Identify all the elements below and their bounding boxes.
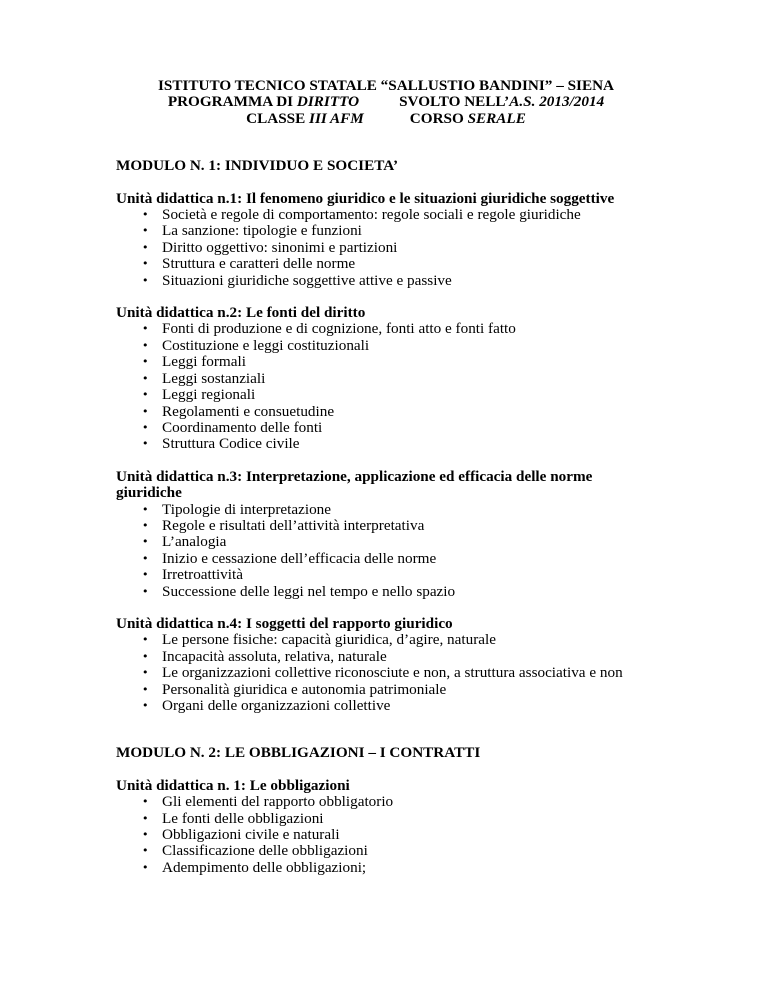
list-item: • Irretroattività [116,567,656,583]
module-title: MODULO N. 2: LE OBBLIGAZIONI – I CONTRATTI [116,744,481,762]
list-item: • L’analogia [116,534,656,550]
header-program-line: PROGRAMMA DI DIRITTO SVOLTO NELL’A.S. 2013/2014 [167,93,605,111]
list-item: • Fonti di produzione e di cognizione, fonti atto e fonti fatto [116,321,656,337]
unit-topic-list [116,794,656,876]
list-item: • Regolamenti e consuetudine [116,404,656,420]
document-page [116,78,656,876]
unit-title: Unità didattica n.2: Le fonti del diritto [116,304,366,322]
unit-topic-list [116,207,656,289]
list-item: • Obbligazioni civile e naturali [116,827,656,843]
unit-topic-list [116,321,656,452]
unit-title: Unità didattica n.3: Interpretazione, applicazione ed efficacia delle norme giuridiche [116,467,593,502]
list-item: • Coordinamento delle fonti [116,420,656,436]
unit-title: Unità didattica n.4: I soggetti del rapporto giuridico [116,614,453,632]
list-item: • Adempimento delle obbligazioni; [116,860,656,876]
unit-topic-list [116,632,656,714]
list-item: • Incapacità assoluta, relativa, naturale [116,649,656,665]
unit-topic-list [116,502,656,600]
header-school-name: ISTITUTO TECNICO STATALE “SALLUSTIO BANDINI” – SIENA [157,77,615,94]
list-item: • Diritto oggettivo: sinonimi e partizioni [116,240,656,256]
list-item: • Le organizzazioni collettive riconosciute e non, a struttura associativa e non [116,665,656,681]
list-item: • Struttura e caratteri delle norme [116,256,656,272]
list-item: • Personalità giuridica e autonomia patrimoniale [116,682,656,698]
list-item: • Leggi sostanziali [116,371,656,387]
list-item: • Struttura Codice civile [116,436,656,452]
list-item: • Classificazione delle obbligazioni [116,843,656,859]
list-item: • Successione delle leggi nel tempo e nello spazio [116,584,656,600]
list-item: • Gli elementi del rapporto obbligatorio [116,794,656,810]
list-item: • Le fonti delle obbligazioni [116,811,656,827]
list-item: • La sanzione: tipologie e funzioni [116,223,656,239]
list-item: • Leggi regionali [116,387,656,403]
unit-title: Unità didattica n. 1: Le obbligazioni [116,776,350,794]
list-item: • Inizio e cessazione dell’efficacia delle norme [116,551,656,567]
module-title: MODULO N. 1: INDIVIDUO E SOCIETA’ [116,157,399,175]
list-item: • Costituzione e leggi costituzionali [116,338,656,354]
list-item: • Leggi formali [116,354,656,370]
list-item: • Situazioni giuridiche soggettive attive e passive [116,273,656,289]
header-class-line: CLASSE III AFM CORSO SERALE [246,109,526,127]
list-item: • Regole e risultati dell’attività interpretativa [116,518,656,534]
unit-title: Unità didattica n.1: Il fenomeno giuridico e le situazioni giuridiche soggettive [116,189,615,207]
list-item: • Le persone fisiche: capacità giuridica, d’agire, naturale [116,632,656,648]
list-item: • Organi delle organizzazioni collettive [116,698,656,714]
list-item: • Società e regole di comportamento: regole sociali e regole giuridiche [116,207,656,223]
document-header [116,78,656,127]
list-item: • Tipologie di interpretazione [116,502,656,518]
